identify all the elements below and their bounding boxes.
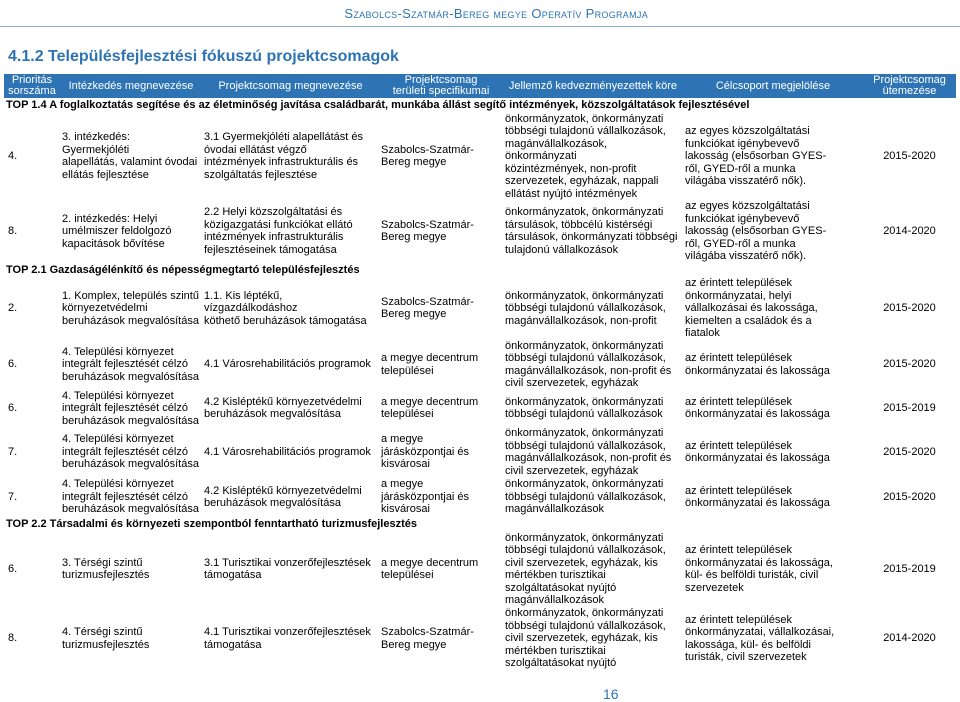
row-package: 4.2 Kisléptékű környezetvédelmi beruházások megvalósítása — [204, 484, 362, 509]
row-package: 3.1 Gyermekjóléti alapellátást és óvodai ellátást végző intézmények infrastrukturális és szolgáltatás fejlesztése — [204, 131, 363, 181]
row-schedule: 2015-2020 — [883, 490, 936, 503]
col-target: Célcsoport megjelölése — [683, 74, 863, 98]
row-package: 4.2 Kisléptékű környezetvédelmi beruházások megvalósítása — [204, 395, 362, 421]
row-beneficiaries: önkormányzatok, önkormányzati többségi tulajdonú vállalkozások, magánvállalkozások, non-profit — [505, 289, 666, 327]
row-area: a megye járásközpontjai és kisvárosai — [381, 433, 470, 471]
row-measure: 2. intézkedés: Helyi umélmiszer feldolgozó kapacitások bővítése — [62, 212, 172, 250]
row-beneficiaries: önkormányzatok, önkormányzati többségi tulajdonú vállalkozások, magánvállalkozások — [505, 478, 666, 516]
row-measure: 4. Települési környezet integrált fejlesztését célzó beruházások megvalósítása — [62, 345, 199, 383]
section-band — [4, 98, 956, 113]
row-target: az érintett települések önkormányzatai és lakossága — [685, 439, 830, 464]
col-area: Projektcsomag területi specifikumai — [379, 74, 503, 98]
row-schedule: 2015-2020 — [883, 445, 936, 458]
row-measure: 4. Települési környezet integrált fejlesztését célzó beruházások megvalósítása — [62, 478, 199, 516]
col-beneficiaries: Jellemző kedvezményezettek köre — [503, 74, 683, 98]
row-target: az egyes közszolgáltatási funkciókat igénybevevő lakosság (elsősorban GYES- ről, GYED-ről a munka világába visszatérő nők). — [685, 125, 827, 187]
row-beneficiaries: önkormányzatok, önkormányzati többségi tulajdonú vállalkozások, magánvállalkozások, non-profit és civil szervezetek, egyházak — [505, 427, 672, 477]
row-beneficiaries: önkormányzatok, önkormányzati többségi tulajdonú vállalkozások, magánvállalkozások, non-profit és civil szervezetek, egyházak — [505, 339, 672, 389]
row-target: az érintett települések önkormányzatai, helyi vállalkozásai és lakossága, kiemelten a családok és a fiatalok — [685, 277, 818, 339]
table-row — [4, 113, 956, 201]
row-schedule: 2015-2020 — [883, 302, 936, 314]
row-schedule: 2015-2019 — [883, 402, 936, 414]
section-band — [4, 263, 956, 278]
section-title: 4.1.2 Településfejlesztési fókuszú projektcsomagok — [8, 48, 399, 65]
row-priority: 6. — [8, 402, 18, 414]
row-schedule: 2015-2020 — [883, 150, 936, 162]
col-priority: Prioritás sorszáma — [4, 74, 60, 98]
row-beneficiaries: önkormányzatok, önkormányzati többségi tulajdonú vállalkozások — [505, 395, 664, 421]
row-priority: 7. — [8, 490, 18, 503]
row-schedule: 2015-2019 — [883, 562, 936, 575]
row-package: 4.1 Városrehabilitációs programok — [204, 358, 371, 371]
project-package-table — [4, 74, 956, 671]
row-target: az érintett települések önkormányzatai és lakossága — [685, 352, 830, 377]
header-rule — [0, 26, 960, 27]
section-band-title: TOP 2.2 Társadalmi és környezeti szempontból fenntartható turizmusfejlesztés — [6, 518, 417, 530]
row-package: 1.1. Kis léptékű, vízgazdálkodáshoz köthető beruházások támogatása — [204, 289, 367, 327]
section-band — [4, 517, 956, 532]
page-number: 16 — [603, 686, 619, 702]
table-row — [4, 532, 956, 607]
row-priority: 4. — [8, 150, 18, 162]
row-priority: 7. — [8, 445, 18, 458]
table-row — [4, 200, 956, 263]
row-schedule: 2014-2020 — [883, 632, 936, 645]
row-area: Szabolcs-Szatmár- Bereg megye — [381, 626, 474, 651]
row-area: a megye decentrum települései — [381, 395, 479, 421]
row-area: Szabolcs-Szatmár- Bereg megye — [381, 295, 474, 321]
row-target: az érintett települések önkormányzatai és lakossága — [685, 395, 830, 421]
row-priority: 6. — [8, 358, 18, 371]
row-schedule: 2014-2020 — [883, 225, 936, 237]
row-priority: 8. — [8, 632, 18, 645]
row-package: 4.1 Turisztikai vonzerőfejlesztések támogatása — [204, 626, 371, 651]
row-measure: 4. Települési környezet integrált fejlesztését célzó beruházások megvalósítása — [62, 389, 199, 427]
table-row — [4, 477, 956, 517]
section-band-title: TOP 2.1 Gazdaságélénkítő és népességmegtartó településfejlesztés — [6, 263, 360, 276]
row-package: 3.1 Turisztikai vonzerőfejlesztések támogatása — [204, 556, 371, 581]
row-area: a megye járásközpontjai és kisvárosai — [381, 478, 470, 516]
table-row — [4, 427, 956, 477]
row-priority: 8. — [8, 225, 18, 237]
row-measure: 1. Komplex, település szintű környezetvédelmi beruházások megvalósítása — [62, 289, 199, 327]
row-area: Szabolcs-Szatmár- Bereg megye — [381, 218, 474, 244]
row-measure: 3. Térségi szintű turizmusfejlesztés — [62, 556, 150, 581]
row-package: 4.1 Városrehabilitációs programok — [204, 445, 371, 458]
table-row — [4, 390, 956, 428]
table-header-row — [4, 74, 956, 98]
row-beneficiaries: önkormányzatok, önkormányzati társulások, többcélú kistérségi társulások, önkormányzati többségi tulajdonú vállalkozások — [505, 206, 678, 256]
row-priority: 2. — [8, 302, 18, 314]
row-measure: 3. intézkedés: Gyermekjóléti alapellátás, valamint óvodai ellátás fejlesztése — [62, 131, 198, 181]
row-measure: 4. Települési környezet integrált fejlesztését célzó beruházások megvalósítása — [62, 433, 199, 471]
row-package: 2.2 Helyi közszolgáltatási és közigazgatási funkciókat ellátó intézmények infrastrukturális fejlesztéseinek támogatása — [204, 206, 353, 256]
row-area: a megye decentrum települései — [381, 352, 479, 377]
row-beneficiaries: önkormányzatok, önkormányzati többségi tulajdonú vállalkozások, civil szervezetek, egyházak, kis mértékben turisztikai szolgáltatásokat nyújtó — [505, 607, 666, 670]
row-area: Szabolcs-Szatmár- Bereg megye — [381, 143, 474, 169]
col-package: Projektcsomag megnevezése — [202, 74, 379, 98]
row-measure: 4. Térségi szintű turizmusfejlesztés — [62, 626, 150, 651]
row-schedule: 2015-2020 — [883, 358, 936, 371]
row-beneficiaries: önkormányzatok, önkormányzati többségi tulajdonú vállalkozások, civil szervezetek, egyházak, kis mértékben turisztikai szolgáltatásokat nyújtó magánvállalkozások — [505, 531, 666, 606]
row-target: az érintett települések önkormányzatai, vállalkozásai, lakossága, kül- és belföldi turisták, civil szervezetek — [685, 613, 835, 663]
row-target: az egyes közszolgáltatási funkciókat igénybevevő lakosság (elsősorban GYES- ről, GYED-ről a munka világába visszatérő nők). — [685, 200, 827, 262]
table-row — [4, 340, 956, 390]
table-row — [4, 277, 956, 340]
row-target: az érintett települések önkormányzatai és lakossága — [685, 484, 830, 509]
row-area: a megye decentrum települései — [381, 556, 479, 581]
col-schedule: Projektcsomag ütemezése — [863, 74, 956, 98]
section-band-title: TOP 1.4 A foglalkoztatás segítése és az életminőség javítása családbarát, munkába állást segítő intézmények, közszolgáltatások fejlesztésével — [6, 99, 750, 111]
row-priority: 6. — [8, 562, 18, 575]
row-beneficiaries: önkormányzatok, önkormányzati többségi tulajdonú vállalkozások, magánvállalkozások, önkormányzati közintézmények, non-profit szervezetek, egyházak, nappali ellátást nyújtó intézmények — [505, 112, 666, 200]
running-header: Szabolcs-Szatmár-Bereg megye Operatív Programja — [344, 6, 648, 21]
col-measure: Intézkedés megnevezése — [60, 74, 202, 98]
table-row — [4, 607, 956, 671]
row-target: az érintett települések önkormányzatai és lakossága, kül- és belföldi turisták, civil szervezetek — [685, 544, 833, 594]
